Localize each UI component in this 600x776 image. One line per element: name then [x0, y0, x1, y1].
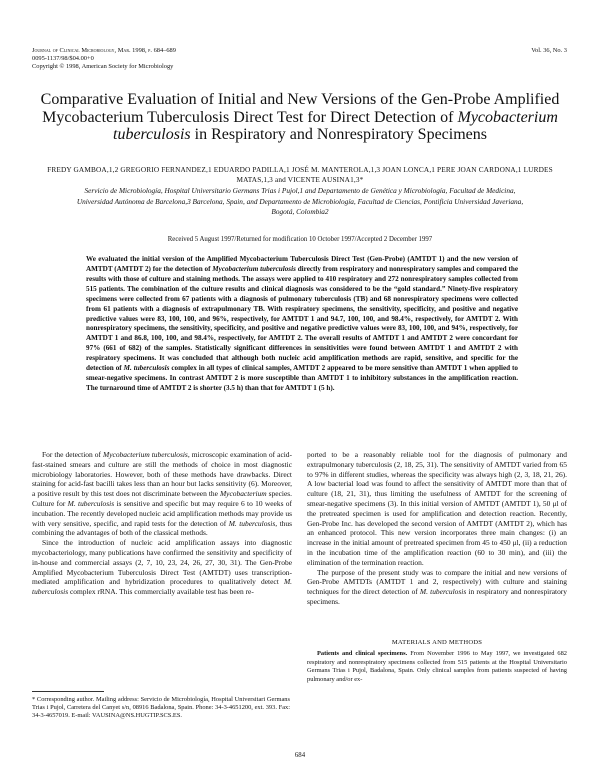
text-run: species. Culture for	[32, 489, 293, 508]
organism-name: M. tuberculosis	[419, 587, 467, 597]
organism-name: M. tuberculosis	[228, 518, 276, 528]
abstract-text-3: complex in all types of clinical samples, AMTDT 2 appeared to be more sensitive than AMTDT 1 when applied to smear-negative specimens. In contrast AMTDT 2 is more susceptible than AMTDT 1 to inhibitory substances in the amplification reaction. The turnaround time of AMTDT 2 is shorter (3.5 h) than that for AMTDT 1 (5 h).	[86, 364, 519, 392]
corresponding-author-footnote: * Corresponding author. Mailing address: Servicio de Microbiología, Hospital Universitari Germans Trias i Pujol, Carretera del Canyet s/n, 08916 Badalona, Spain. Phone: 34-3-4651200, ext. 393. Fax: 34-3-4657019. E-mail: VAUSINA@NS.HUGTIP.SCS.ES.	[32, 696, 290, 720]
abstract-organism-2: M. tuberculosis	[123, 364, 170, 373]
received-dates: Received 5 August 1997/Returned for modification 10 October 1997/Accepted 2 December 1997	[167, 236, 433, 243]
title-part-1: Comparative Evaluation of Initial and New Versions of the Gen-Probe Amplified Mycobacterium Tuberculosis Direct Test for Direct Detection of	[40, 91, 560, 126]
author-list: FREDY GAMBOA,1,2 GREGORIO FERNANDEZ,1 EDUARDO PADILLA,1 JOSÉ M. MANTEROLA,1,3 JOAN LONCA,1 PERE JOAN CARDONA,1 LURDES MATAS,1,3 and VICENTE AUSINA1,3*	[47, 165, 553, 184]
journal-citation: Journal of Clinical Microbiology, Mar. 1998, p. 684–689	[32, 47, 176, 54]
abstract-text-1: We evaluated the initial version of the Amplified Mycobacterium Tuberculosis Direct Test (Gen-Probe) (AMTDT 1) and the new version of AMTDT (AMTDT 2) for the detection of	[86, 255, 518, 273]
abstract	[86, 255, 518, 394]
intro-paragraph-2	[32, 538, 292, 597]
intro-paragraph-4	[307, 568, 567, 607]
text-run: From November 1996 to May 1997, we investigated 682 respiratory and nonrespiratory specimens collected from 515 patients at the Hospital Universitario Germans Trias i Pujol, Badalona, Spain. Only clinical samples from patients suspected of having pulmonary and/or ex-	[307, 650, 567, 683]
text-run: , microscopic examination of acid-fast-stained smears and culture are still the methods of choice in most diagnostic microbiology laboratories. However, both of these methods have drawbacks. Direct staining for acid-fast bacilli takes less than an hour but lacks sensitivity (6). Moreover, a positive result by this test does not discriminate between the	[32, 450, 293, 499]
title-part-2: in Respiratory and Nonrespiratory Specimens	[190, 126, 487, 143]
organism-name: M. tuberculosis	[67, 498, 115, 508]
abstract-text-2: directly from respiratory and nonrespiratory samples and compared the results with those of culture and staining methods. The assays were applied to 410 respiratory and 272 nonrespiratory samples collected from 515 patients. The combination of the culture results and clinical diagnosis was considered to be the “gold standard.” Ninety-five respiratory specimens were collected from 67 patients with a diagnosis of pulmonary tuberculosis (TB) and 68 nonrespiratory specimens were collected from 61 patients with a diagnosis of extrapulmonary TB. With respiratory specimens, the sensitivity, specificity, and positive and negative predictive values were 83, 100, 100, and 96%, respectively, for AMTDT 1 and 94.7, 100, 100, and 98.4%, respectively, for AMTDT 2. With nonrespiratory specimens, the sensitivity, specificity, and positive and negative predictive values were 83, 100, 100, and 94%, respectively, for AMTDT 1 and 86.8, 100, 100, and 98.4%, respectively, for AMTDT 2. The overall results of AMTDT 1 and AMTDT 2 were concordant for 97% (661 of 682) of the samples. Statistically significant differences in sensitivities were found between AMTDT 1 and AMTDT 2 with respiratory specimens. It was concluded that although both nucleic acid amplification methods are rapid, sensitive, and specific for the detection of	[86, 264, 518, 373]
article-title	[40, 91, 560, 144]
text-run: in respiratory and nonrespiratory specimens.	[307, 587, 567, 606]
issn-line: 0095-1137/98/$04.00+0	[32, 55, 94, 62]
right-column	[307, 450, 567, 607]
text-run: For the detection of	[42, 450, 104, 459]
abstract-organism-1: Mycobacterium tuberculosis	[212, 264, 296, 273]
materials-paragraph	[307, 650, 567, 684]
left-column	[32, 450, 292, 597]
intro-paragraph-1	[32, 450, 292, 538]
text-run: Since the introduction of nucleic acid amplification assays into diagnostic mycobacteriology, many publications have confirmed the sensitivity and specificity of in-house and commercial assays (2, 7, 10, 23, 24, 26, 27, 30, 31). The Gen-Probe Amplified Mycobacterium Tuberculosis Direct Test (AMTDT) uses transcription-mediated amplification and hybridization procedures to qualitatively detect	[32, 538, 292, 587]
copyright-line: Copyright © 1998, American Society for Microbiology	[32, 63, 174, 70]
organism-name: Mycobacterium	[219, 489, 267, 499]
organism-name: M. tuberculosis	[32, 577, 292, 597]
organism-name: Mycobacterium tuberculosis	[103, 450, 188, 459]
page-number: 684	[294, 752, 306, 759]
intro-paragraph-3: ported to be a reasonably reliable tool for the diagnosis of pulmonary and extrapulmonary tuberculosis (2, 18, 25, 31). The sensitivity of AMTDT varied from 65 to 97% in different studies, whereas the specificity was always high (2, 3, 18, 21, 26). A low bacterial load was found to affect the sensitivity of AMTDT more than that of culture (18, 21, 31), thus limiting the usefulness of AMTDT for the screening of smear-negative specimens (3). In this initial version of AMTDT (AMTDT 1), 50 μl of the pretreated specimen is used for amplification and detection reaction. Recently, Gen-Probe Inc. has developed the second version of AMTDT (AMTDT 2), which has an enhanced protocol. This new version incorporates three main changes: (i) an increase in the initial amount of pretreated specimen from 45 to 450 μl, (ii) a reduction in the incubation time of the amplification reaction (60 to 30 min), and (iii) the elimination of the termination reaction.	[307, 450, 567, 567]
footnote-divider	[32, 691, 104, 692]
text-run: The purpose of the present study was to compare the initial and new versions of Gen-Probe AMTDTs (AMTDT 1 and 2, respectively) with culture and staining techniques for the direct detection of	[307, 567, 567, 597]
text-run: , thus combining the advantages of both of the classical methods.	[32, 518, 292, 538]
text-run: complex rRNA. This commercially available test has been re-	[68, 587, 254, 597]
text-run: is sensitive and specific but may require 6 to 10 weeks of incubation. The recently developed nucleic acid amplification methods may provide us with very sensitive, specific, and rapid tests for the detection of	[32, 498, 292, 528]
volume-issue: Vol. 36, No. 3	[531, 47, 567, 54]
title-organism: Mycobacterium tuberculosis	[113, 108, 558, 143]
subsection-lead: Patients and clinical specimens.	[317, 650, 408, 657]
section-heading-materials-methods: MATERIALS AND METHODS	[391, 639, 483, 646]
affiliations: Servicio de Microbiología, Hospital Universitario Germans Trias i Pujol,1 and Departamento de Genética y Microbiología, Facultad de Medicina, Universidad Autónoma de Barcelona,3 Barcelona, Spain, and Departamento de Microbiología, Facultad de Ciencias, Pontificia Universidad Javeriana, Bogotá, Colombia2	[76, 186, 524, 216]
